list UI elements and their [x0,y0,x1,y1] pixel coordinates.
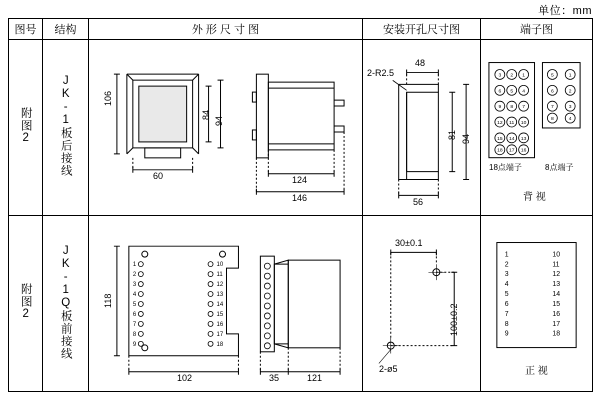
table-header-row [9,19,593,40]
header-figure-no: 图号 [9,19,43,40]
svg-text:8: 8 [510,105,514,111]
svg-text:4: 4 [132,292,137,299]
header-structure: 结构 [43,19,89,40]
header-outline: 外 形 尺 寸 图 [89,19,363,40]
unit-note: 单位：mm [538,5,592,17]
svg-text:9: 9 [132,341,137,348]
row1-outline-cell [89,40,363,216]
svg-text:10: 10 [552,251,561,259]
row2-structure: JK-1Q板前接线 [43,216,89,392]
svg-text:8: 8 [504,320,509,328]
svg-text:17: 17 [508,148,515,154]
svg-text:1: 1 [522,73,525,79]
dim-56: 56 [413,197,424,208]
dim-121: 121 [307,373,323,384]
svg-text:2: 2 [132,272,137,279]
dim-48: 48 [415,58,426,69]
row1-outline-drawing [89,40,362,215]
dim-94: 94 [461,134,471,145]
svg-text:10: 10 [520,121,527,127]
svg-text:8: 8 [550,117,554,123]
dim-2R25: 2-R2.5 [367,68,395,79]
row2-figure-no: 附图2 [9,216,43,392]
svg-text:11: 11 [509,121,515,127]
dim-30: 30±0.1 [395,238,423,249]
svg-text:18: 18 [497,148,503,154]
svg-text:14: 14 [508,136,515,142]
row2-outline-drawing [89,216,362,391]
svg-text:11: 11 [552,261,560,269]
dim-60: 60 [153,171,164,182]
dim-2-d5: 2-ø5 [379,364,398,375]
svg-text:6: 6 [132,311,137,318]
terminal-18-label: 18点端子 [489,163,522,173]
svg-text:12: 12 [216,282,224,289]
row2-cutout-cell [363,216,481,392]
dim-124: 124 [292,175,308,186]
svg-text:4: 4 [568,117,572,123]
svg-text:2: 2 [510,73,514,79]
view-label-front: 正 视 [525,366,548,378]
svg-text:7: 7 [522,105,525,111]
svg-text:13: 13 [552,281,561,289]
table-row [9,40,593,216]
svg-text:14: 14 [552,291,561,299]
svg-text:5: 5 [132,302,137,309]
svg-text:16: 16 [552,310,561,318]
table-row [9,216,593,392]
svg-text:7: 7 [132,321,137,328]
svg-text:8: 8 [132,331,137,338]
svg-text:10: 10 [216,262,224,269]
svg-text:3: 3 [568,105,572,111]
svg-text:12: 12 [552,271,561,279]
svg-text:13: 13 [216,292,224,299]
svg-text:15: 15 [216,311,224,318]
row2-outline-cell [89,216,363,392]
svg-text:2: 2 [504,261,509,269]
svg-text:3: 3 [498,73,502,79]
svg-text:16: 16 [216,321,224,328]
svg-text:17: 17 [552,320,561,328]
svg-text:7: 7 [550,105,554,111]
row2-terminal-cell [481,216,593,392]
svg-text:3: 3 [504,271,509,279]
svg-text:6: 6 [504,301,509,309]
svg-text:5: 5 [550,73,554,79]
svg-text:1: 1 [568,73,572,79]
svg-text:2: 2 [568,89,572,95]
row1-terminal-cell [481,40,593,216]
svg-text:18: 18 [552,330,561,338]
svg-text:7: 7 [504,310,509,318]
dim-118: 118 [103,293,113,309]
row1-cutout-cell [363,40,481,216]
svg-text:4: 4 [522,89,525,95]
dim-146: 146 [292,193,308,204]
dim-81: 81 [447,130,457,141]
svg-text:16: 16 [520,148,527,154]
dim-102: 102 [177,373,193,384]
svg-text:9: 9 [498,105,502,111]
row1-structure: JK-1板后接线 [43,40,89,216]
dim-100: 100±0.2 [449,303,459,337]
terminal-8-label: 8点端子 [545,163,574,173]
svg-text:5: 5 [510,89,514,95]
svg-text:17: 17 [216,331,224,338]
svg-text:6: 6 [498,89,502,95]
svg-text:3: 3 [132,282,137,289]
row1-figure-no: 附图2 [9,40,43,216]
svg-text:6: 6 [550,89,554,95]
dim-84: 84 [201,110,211,121]
svg-text:9: 9 [504,330,509,338]
svg-text:15: 15 [497,136,503,142]
svg-text:5: 5 [504,291,509,299]
dim-94: 94 [214,116,224,127]
svg-text:12: 12 [497,121,503,127]
svg-text:13: 13 [520,136,527,142]
spec-table [8,18,593,392]
svg-text:18: 18 [216,341,224,348]
svg-text:15: 15 [552,301,561,309]
view-label-back: 背 视 [523,192,546,204]
svg-text:1: 1 [132,262,137,269]
svg-text:4: 4 [504,281,509,289]
svg-text:14: 14 [216,302,224,309]
svg-text:1: 1 [504,251,509,259]
svg-text:11: 11 [216,272,223,279]
dim-106: 106 [103,91,113,107]
header-cutout: 安装开孔尺寸图 [363,19,481,40]
dim-35: 35 [269,373,280,384]
header-terminal: 端子图 [481,19,593,40]
